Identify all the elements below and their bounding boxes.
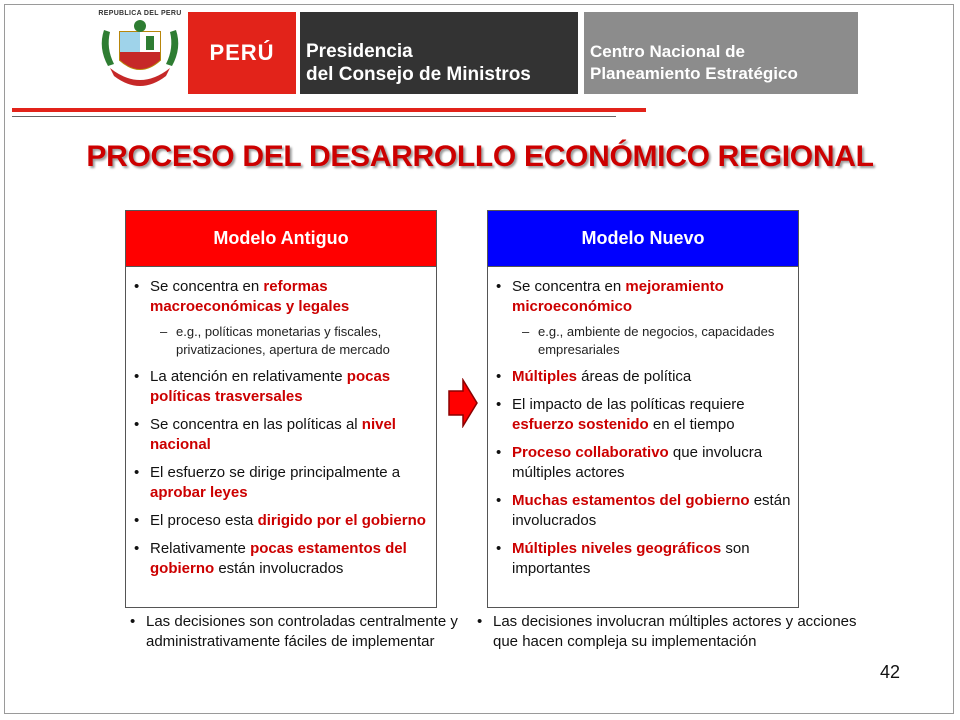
new-model-body — [488, 267, 798, 579]
header-gray-rule — [12, 116, 616, 117]
old-bullet-6: • Relativamente pocas estamentos del gobierno están involucrados — [134, 539, 430, 579]
new-bullet-2: • Múltiples áreas de política — [496, 367, 792, 387]
slide-title: PROCESO DEL DESARROLLO ECONÓMICO REGIONAL — [86, 140, 874, 173]
old-model-body — [126, 267, 436, 579]
coat-of-arms-icon — [94, 18, 186, 98]
old-bullet-1: • Se concentra en reformas macroeconómicas y legales — [134, 277, 430, 317]
pcm-line-2: del Consejo de Ministros — [306, 64, 531, 85]
seal-text: REPUBLICA DEL PERU — [98, 10, 182, 17]
right-arrow-icon — [447, 378, 479, 428]
old-bullet-3: • Se concentra en las políticas al nivel nacional — [134, 415, 430, 455]
peru-logo: PERÚ — [188, 12, 296, 94]
new-bullet-1: • Se concentra en mejoramiento microeconómico — [496, 277, 792, 317]
old-model-box — [125, 210, 437, 608]
new-sub-bullet-1: – e.g., ambiente de negocios, capacidades empresariales — [496, 323, 792, 359]
old-sub-bullet-1: – e.g., políticas monetarias y fiscales, privatizaciones, apertura de mercado — [134, 323, 430, 359]
new-bullet-5: • Muchas estamentos del gobierno están involucrados — [496, 491, 792, 531]
new-bullet-4: • Proceso collaborativo que involucra múltiples actores — [496, 443, 792, 483]
page-number: 42 — [880, 662, 901, 682]
old-model-note: • Las decisiones son controladas centralmente y administrativamente fáciles de implementar — [126, 612, 466, 652]
new-bullet-6: • Múltiples niveles geográficos son importantes — [496, 539, 792, 579]
header-red-rule — [12, 108, 646, 112]
ceplan-logo — [584, 12, 858, 94]
new-bullet-3: • El impacto de las políticas requiere esfuerzo sostenido en el tiempo — [496, 395, 792, 435]
old-model-heading: Modelo Antiguo — [126, 211, 436, 267]
new-model-heading: Modelo Nuevo — [488, 211, 798, 267]
old-bullet-4: • El esfuerzo se dirige principalmente a aprobar leyes — [134, 463, 430, 503]
coat-of-arms-logo — [94, 10, 186, 98]
pcm-logo — [300, 12, 578, 94]
old-bullet-2: • La atención en relativamente pocas políticas trasversales — [134, 367, 430, 407]
pcm-line-1: Presidencia — [306, 41, 413, 62]
new-model-note: • Las decisiones involucran múltiples actores y acciones que hacen compleja su implementación — [473, 612, 873, 652]
ceplan-line-2: Planeamiento Estratégico — [590, 64, 798, 83]
old-bullet-5: • El proceso esta dirigido por el gobierno — [134, 511, 430, 531]
ceplan-line-1: Centro Nacional de — [590, 42, 745, 61]
new-model-box — [487, 210, 799, 608]
